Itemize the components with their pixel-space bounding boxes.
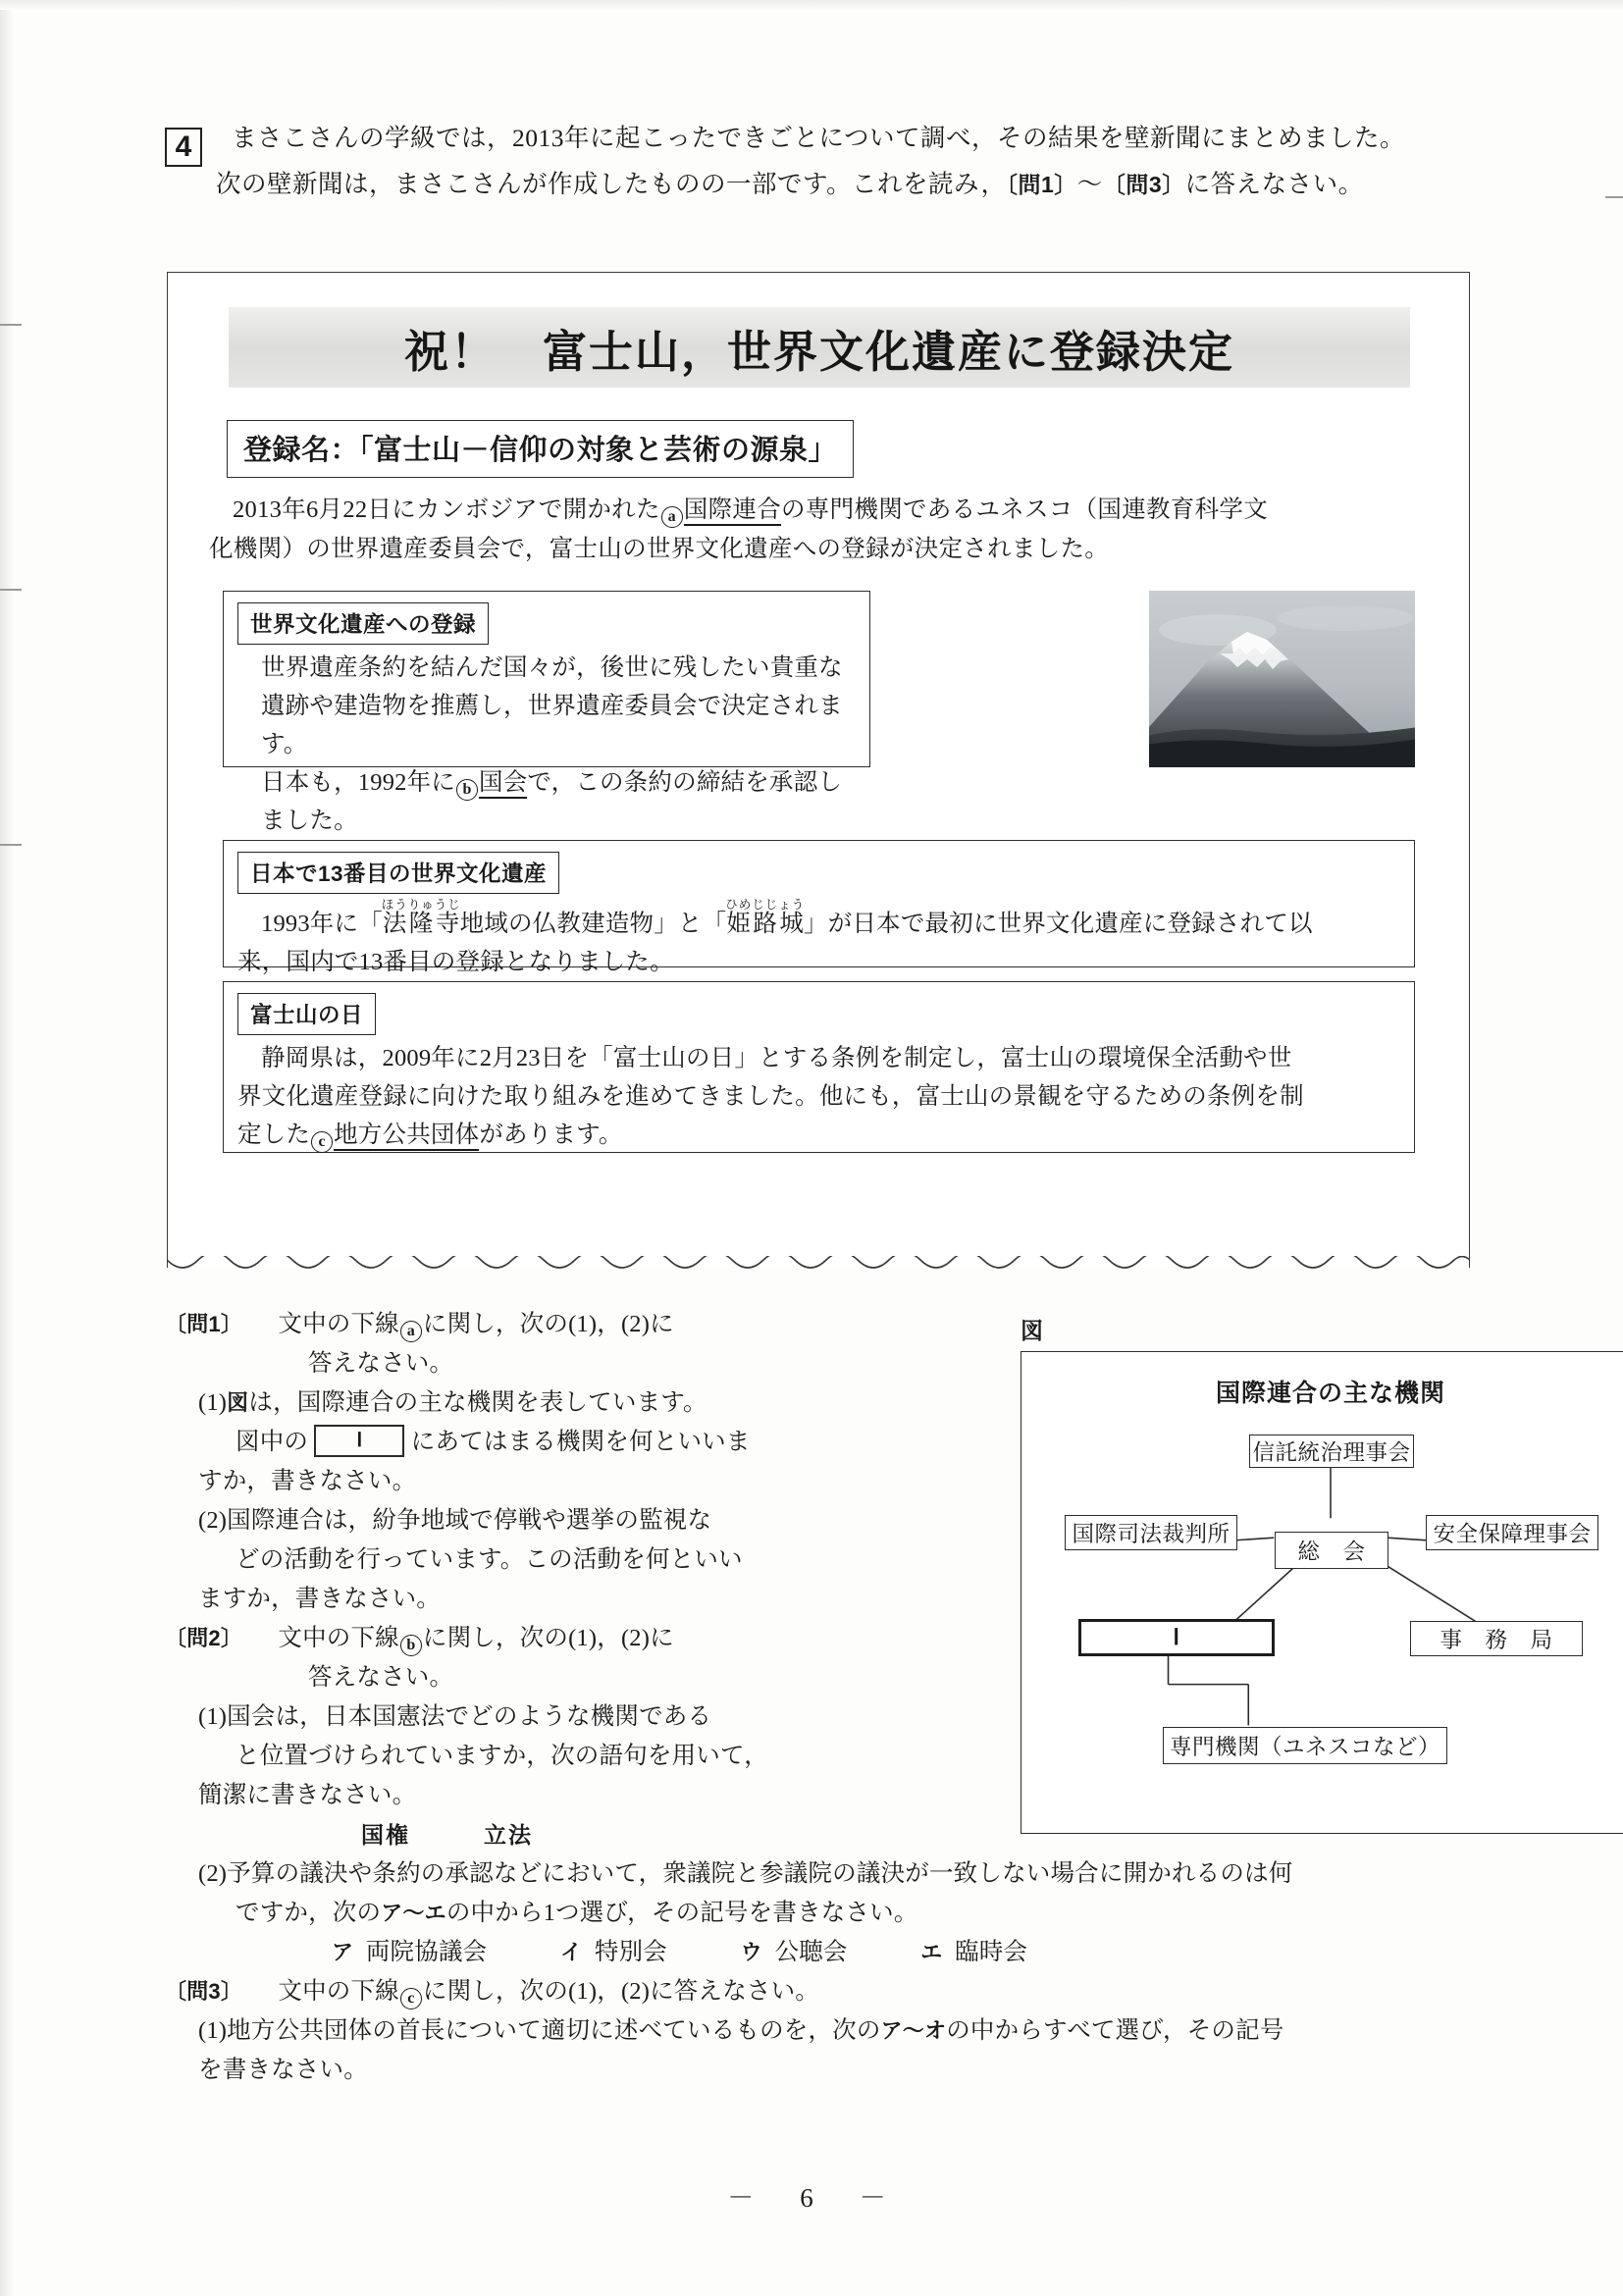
q2-2-l1: 予算の議決や条約の承認などにおいて，衆議院と参議院の議決が一致しない場合に開かれるのは何: [227, 1860, 1293, 1887]
section-fuji-day-body: [224, 1035, 1414, 1164]
q1-1-zu-ref: 図: [227, 1390, 249, 1415]
question-3-stem: [165, 1972, 1470, 2011]
section-registration-body: [224, 645, 869, 850]
mount-fuji-photo: [1149, 591, 1415, 767]
question-1-item-1-line-3: すか，書きなさい。: [198, 1468, 417, 1494]
underlined-kokkai: 国会: [479, 769, 527, 799]
section-registration-title: 世界文化遺産への登録: [237, 602, 489, 645]
section-registration-p2: [237, 763, 856, 840]
q1-1-l1: は，国際連合の主な機関を表しています。: [248, 1389, 707, 1416]
lead-line-1: [209, 491, 1426, 530]
registration-name-box: 登録名：「富士山－信仰の対象と芸術の源泉」: [227, 420, 854, 478]
q2-stem-a: 文中の下線: [278, 1625, 399, 1651]
question-2-item-2-line-2: [165, 1894, 1470, 1933]
q3-1-num: (1): [198, 2017, 228, 2044]
section-fuji-day-p3: [237, 1116, 1400, 1154]
option-u-text[interactable]: 公聴会: [774, 1939, 848, 1965]
marker-c-icon: c: [400, 1988, 422, 2009]
figure-title: 国際連合の主な機関: [1215, 1380, 1445, 1407]
scan-edge-left: [0, 0, 14, 2296]
marker-b-icon: b: [456, 779, 478, 801]
q2-2-num: (2): [198, 1860, 228, 1887]
section-thirteenth: [223, 840, 1415, 975]
intro-line-2-tilde: ～: [1076, 169, 1103, 198]
lead-line-2: 化機関）の世界遺産委員会で，富士山の世界文化遺産への登録が決定されました。: [209, 536, 1110, 562]
question-header: [165, 126, 1470, 196]
margin-tick: [0, 844, 22, 846]
figure-label: 図: [1021, 1318, 1043, 1343]
section-thirteenth-body: [224, 894, 1414, 991]
wall-newspaper-panel: [167, 272, 1470, 1268]
margin-tick: [0, 324, 22, 326]
q2-1-l1: 国会は，日本国憲法でどのような機関である: [227, 1703, 712, 1730]
marker-b-icon: b: [400, 1635, 422, 1656]
intro-line-2: [216, 169, 1470, 198]
option-a-text[interactable]: 両院協議会: [365, 1939, 488, 1965]
option-e-kana[interactable]: エ: [920, 1940, 943, 1964]
question-2-item-2-line-1: [165, 1854, 1470, 1894]
section-fuji-day-p1: 静岡県は，2009年に2月23日を「富士山の日」とする条例を制定し，富士山の環境保全活動や世: [261, 1045, 1292, 1071]
t-a: 1993年に「: [261, 911, 383, 937]
option-e-text[interactable]: 臨時会: [955, 1939, 1028, 1965]
newspaper-lead-paragraph: [209, 491, 1426, 569]
q3-1-l1a: 地方公共団体の首長について適切に述べているものを，次の: [227, 2017, 881, 2044]
question-2-label: 〔問2〕: [165, 1626, 243, 1650]
q2-stem-b: に関し，次の(1)，(2)に: [422, 1625, 674, 1651]
un-organization-diagram: [1021, 1351, 1623, 1834]
t-c: 」が日本で最初に世界文化遺産に登録されて以: [804, 911, 1313, 937]
blank-box-I: Ⅰ: [314, 1425, 404, 1457]
question-number-box: 4: [165, 128, 202, 167]
q2-1-num: (1): [198, 1703, 228, 1730]
q3-stem-a: 文中の下線: [278, 1978, 399, 2005]
q3-stem-b: に関し，次の(1)，(2)に答えなさい。: [422, 1978, 820, 2005]
section-fuji-day-p2: 界文化遺産登録に向けた取り組みを進めてきました。他にも，富士山の景観を守るための条例を制: [237, 1083, 1304, 1110]
node-security-council: 安全保障理事会: [1426, 1515, 1598, 1550]
option-a-kana[interactable]: ア: [332, 1940, 354, 1964]
lead-text-1: 2013年6月22日にカンボジアで開かれた: [233, 496, 660, 523]
intro-ref-q3: 〔問3〕: [1102, 171, 1185, 197]
question-2-stem-line2: 答えなさい。: [308, 1664, 454, 1691]
q3-1-l1b: の中からすべて選び，その記号: [946, 2017, 1284, 2044]
page-number: － 6 －: [727, 2183, 896, 2213]
t-b: 地域の仏教建造物」と「: [459, 911, 727, 937]
node-general-assembly: 総 会: [1275, 1532, 1388, 1569]
q2-2-l2b: の中から1つ選び，その記号を書きなさい。: [445, 1900, 918, 1926]
question-1-item-2-line-3: ますか，書きなさい。: [198, 1586, 441, 1612]
newspaper-headline-banner: [229, 307, 1410, 388]
node-international-court-of-justice: 国際司法裁判所: [1065, 1515, 1237, 1550]
node-specialized-agencies: 専門機関（ユネスコなど）: [1163, 1727, 1447, 1764]
scan-edge-top: [0, 0, 1623, 10]
ruby-horyuji-base: 法隆寺: [381, 911, 461, 937]
intro-line-2-part-a: 次の壁新聞は，まさこさんが作成したものの一部です。これを読み，: [216, 169, 1007, 198]
section-registration-p1: 世界遺産条約を結んだ国々が，後世に残したい貴重な遺跡や建造物を推薦し，世界遺産委員会で決定されます。: [261, 654, 843, 757]
section-fuji-day-title: 富士山の日: [237, 993, 376, 1035]
question-1-item-2-line-2: どの活動を行っています。この活動を何といい: [236, 1546, 743, 1573]
question-1-stem-line2: 答えなさい。: [308, 1350, 454, 1377]
node-secretariat: 事 務 局: [1410, 1621, 1583, 1656]
marker-c-icon: c: [311, 1131, 333, 1153]
q1-1-l2b: にあてはまる機関を何といいま: [410, 1429, 751, 1455]
ruby-horyuji-reading: ほうりゅうじ: [381, 898, 461, 912]
q1-1-num: (1): [198, 1389, 228, 1416]
margin-tick: [1605, 196, 1623, 198]
section-thirteenth-title: 日本で13番目の世界文化遺産: [237, 852, 559, 894]
p3-before: 定した: [237, 1122, 311, 1148]
option-i-text[interactable]: 特別会: [594, 1939, 667, 1965]
underlined-chihokokyodantai: 地方公共団体: [334, 1122, 479, 1151]
q1-stem-b: に関し，次の(1)，(2)に: [422, 1311, 674, 1337]
intro-line-1: まさこさんの学級では，2013年に起こったできごとについて調べ，その結果を壁新聞にまとめました。: [232, 124, 1405, 152]
q1-2-l1: 国際連合は，紛争地域で停戦や選挙の監視な: [227, 1507, 712, 1534]
q1-1-l2a: 図中の: [236, 1429, 309, 1455]
intro-ref-q1: 〔問1〕: [1006, 171, 1077, 197]
intro-line-2-part-e: に答えなさい。: [1184, 169, 1364, 198]
p2-after: で，この条約の締結を承認しました。: [261, 769, 843, 834]
q1-2-num: (2): [198, 1507, 228, 1534]
question-3-label: 〔問3〕: [165, 1979, 243, 2004]
p2-before: 日本も，1992年に: [261, 769, 455, 796]
newspaper-headline: 祝！ 富士山，世界文化遺産に登録決定: [403, 326, 1234, 377]
question-2-options: [165, 1933, 1470, 1972]
ruby-horyuji: [381, 898, 461, 937]
figure-wrapper: [1021, 1313, 1623, 1834]
underlined-kokusairengo: 国際連合: [684, 496, 781, 526]
q2-2-l2a: ですか，次の: [236, 1900, 382, 1926]
node-blank-I[interactable]: Ⅰ: [1078, 1619, 1275, 1656]
section-fuji-day: [223, 981, 1415, 1153]
q1-stem-a: 文中の下線: [278, 1311, 399, 1337]
option-i-kana[interactable]: イ: [560, 1940, 583, 1964]
ruby-himejijo-reading: ひめじじょう: [725, 898, 806, 912]
question-2-item-1-line-3: 簡潔に書きなさい。: [198, 1782, 417, 1808]
torn-edge-path: [167, 1256, 1470, 1281]
question-2-item-1-keywords: 国権 立法: [361, 1822, 533, 1848]
questions-area: [165, 1305, 1592, 2090]
question-1-label: 〔問1〕: [165, 1312, 243, 1336]
node-trusteeship-council: 信託統治理事会: [1249, 1435, 1414, 1468]
newspaper-torn-edge: [167, 1256, 1470, 1281]
marker-a-icon: a: [400, 1321, 422, 1342]
lead-text-1-cont: の専門機関であるユネスコ（国連教育科学文: [781, 496, 1268, 523]
section-thirteenth-p2: 来，国内で13番目の登録となりました。: [237, 949, 674, 975]
question-3-item-1-line-1: [165, 2011, 1470, 2051]
ruby-himejijo: [725, 898, 806, 937]
mount-fuji-illustration: [1149, 591, 1415, 767]
option-u-kana[interactable]: ウ: [740, 1940, 762, 1964]
q2-2-options-range: ア～エ: [381, 1901, 446, 1925]
section-registration: [223, 591, 870, 834]
ruby-himejijo-base: 姫路城: [725, 911, 806, 937]
q3-1-options-range: ア～オ: [880, 2018, 947, 2043]
marker-a-icon: a: [661, 506, 683, 528]
section-thirteenth-p1: [237, 898, 1400, 943]
p3-after: があります。: [479, 1122, 623, 1148]
question-3-item-1-line-2: を書きなさい。: [198, 2057, 368, 2083]
margin-tick: [0, 589, 22, 591]
question-2-item-1-line-2: と位置づけられていますか，次の語句を用いて，: [236, 1743, 768, 1769]
